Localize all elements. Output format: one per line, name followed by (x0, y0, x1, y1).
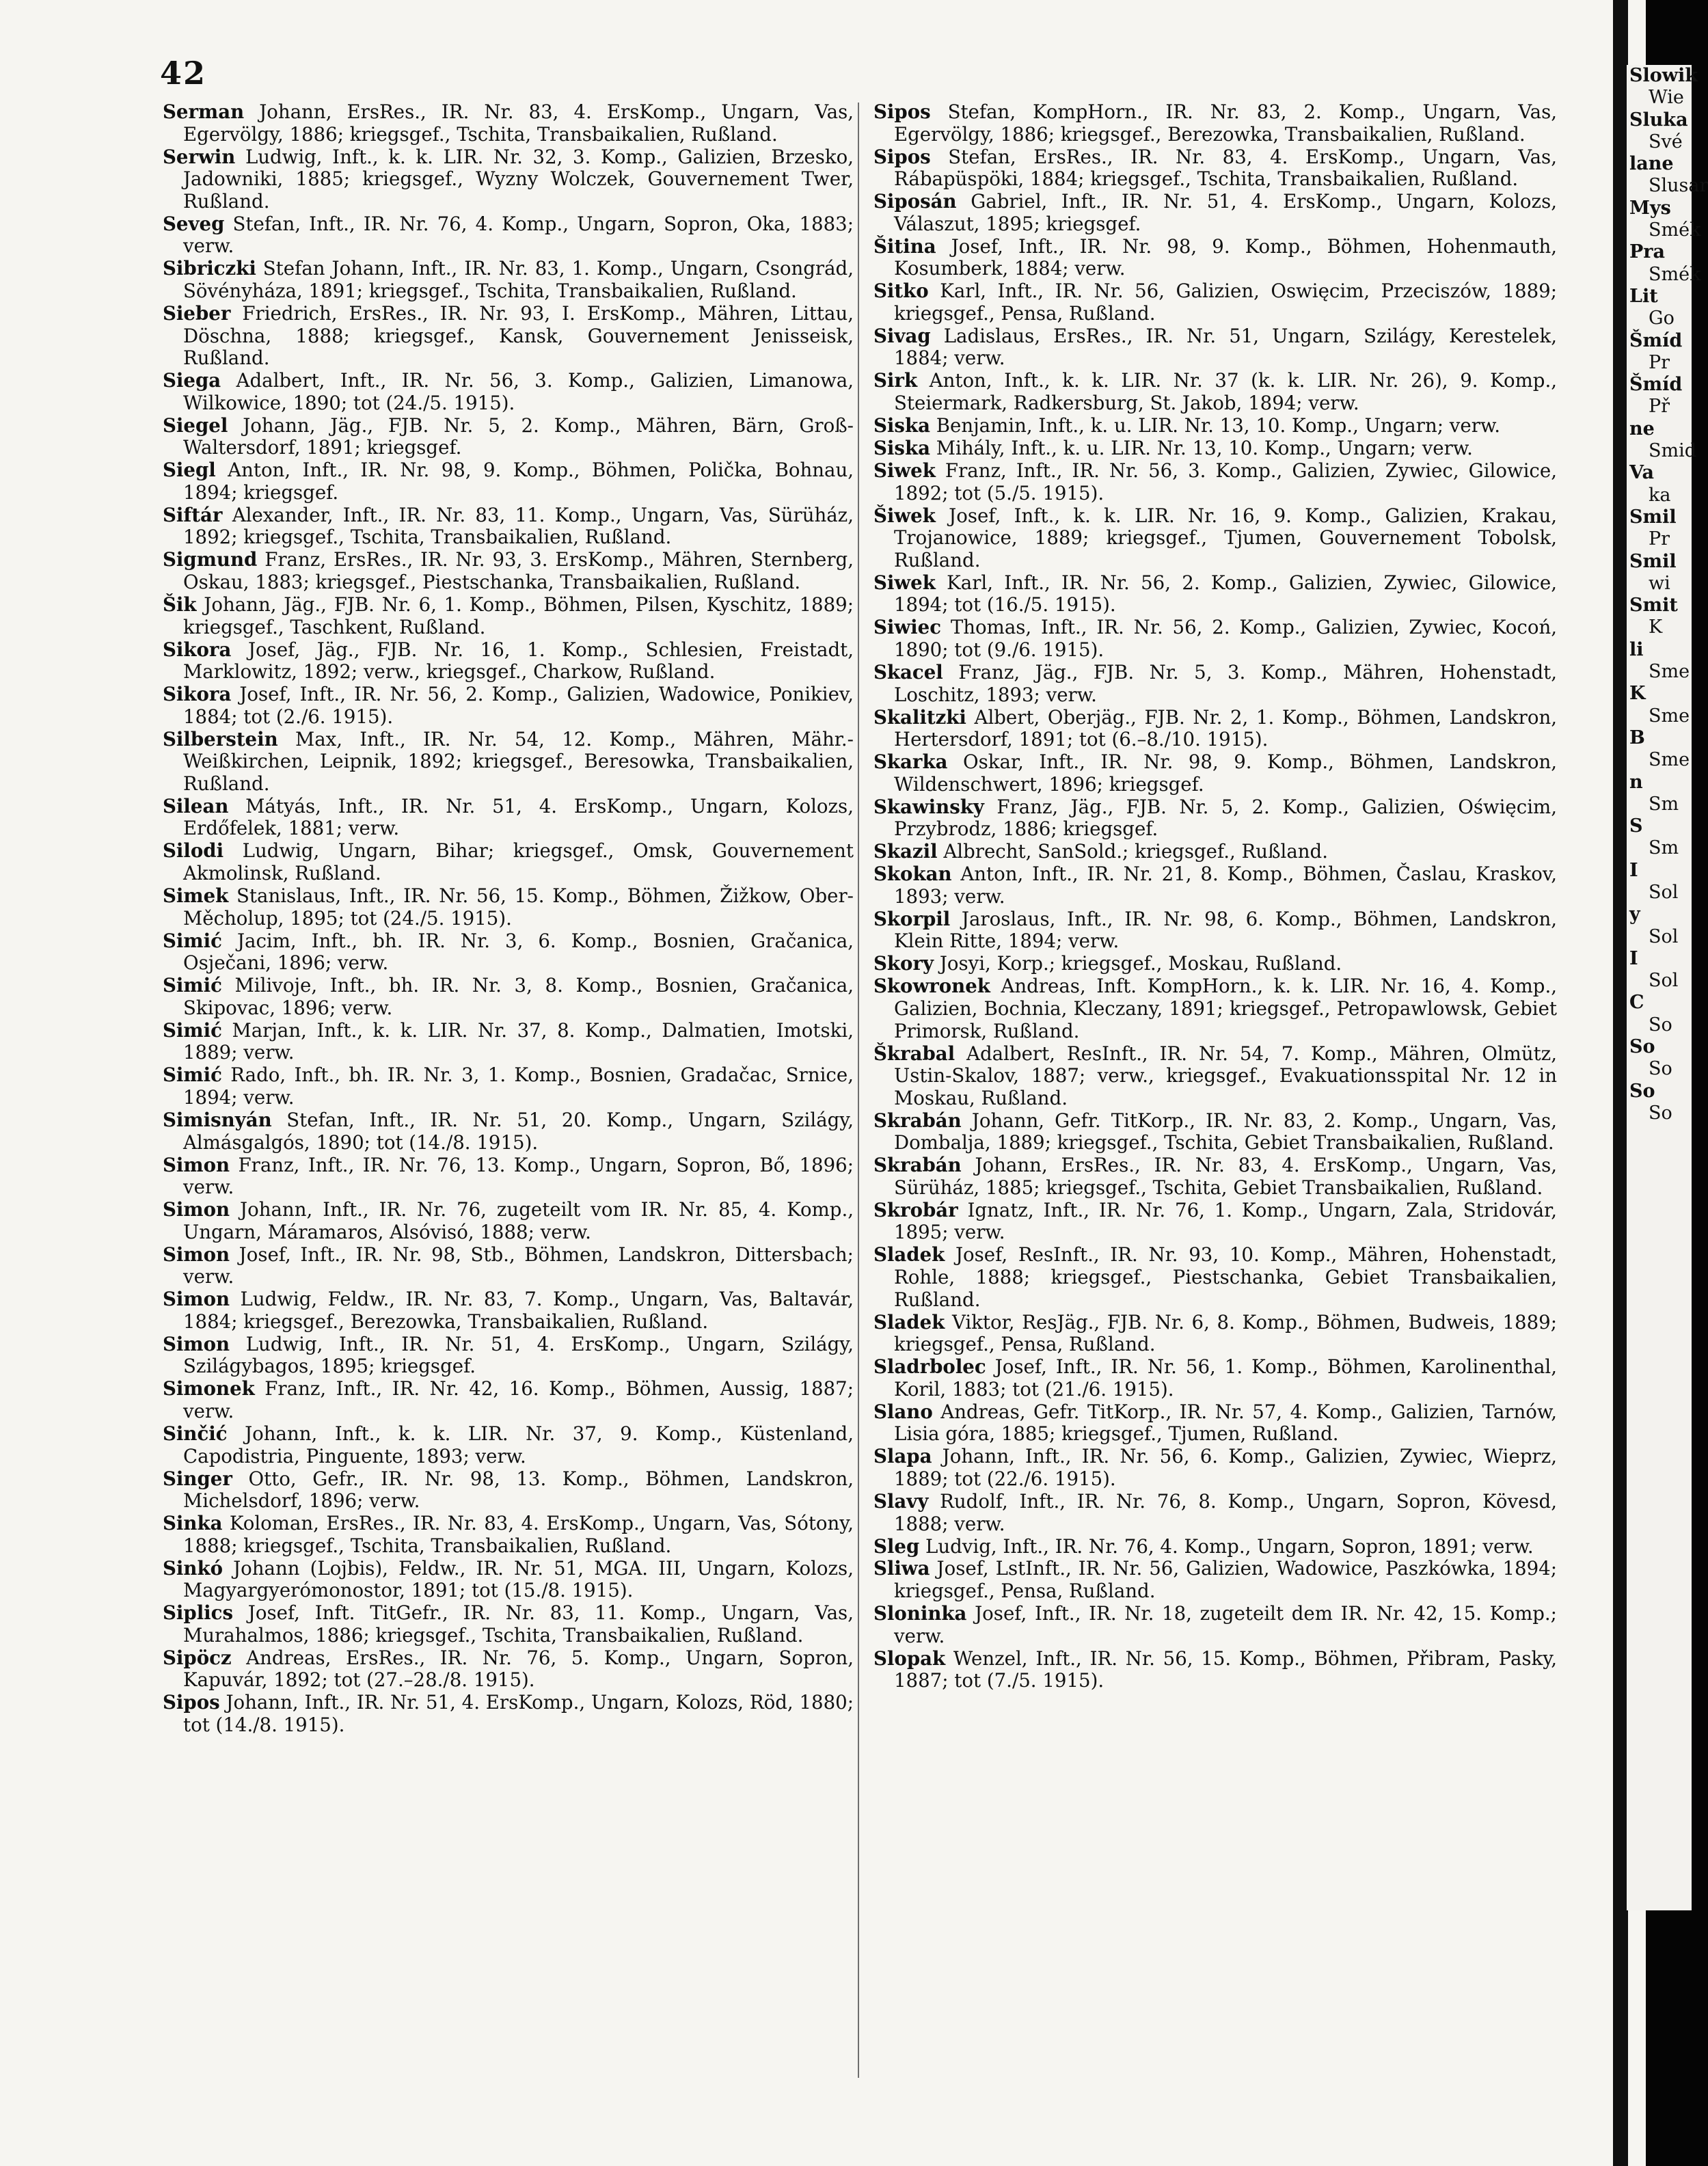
entry-surname: Siska (873, 414, 930, 437)
list-item (163, 549, 854, 593)
list-item (163, 1199, 854, 1243)
list-item (163, 1558, 854, 1602)
entry-details: Rado, Inft., bh. IR. Nr. 3, 1. Komp., Bosnien, Gradačac, Srnice, 1894; verw. (183, 1064, 854, 1109)
entry-details: Gabriel, Inft., IR. Nr. 51, 4. ErsKomp., Ungarn, Kolozs, Válaszut, 1895; kriegsgef. (894, 190, 1557, 235)
edge-fragment: Mys (1629, 197, 1671, 219)
entry-surname: Sladek (873, 1310, 945, 1334)
edge-fragment: Smék (1649, 219, 1701, 241)
entry-surname: Skarka (873, 750, 948, 774)
edge-fragment: Sluka (1629, 109, 1688, 131)
entry-surname: Sirk (873, 369, 918, 392)
list-item (163, 1692, 854, 1736)
list-item (873, 1536, 1557, 1558)
list-item (163, 1154, 854, 1199)
edge-fragment: wi (1649, 572, 1670, 594)
entry-surname: Simek (163, 884, 229, 908)
entry-surname: Simon (163, 1332, 230, 1355)
entry-surname: Simisnyán (163, 1108, 272, 1131)
list-item (163, 258, 854, 302)
entry-details: Otto, Gefr., IR. Nr. 98, 13. Komp., Böhmen, Landskron, Michelsdorf, 1896; verw. (183, 1467, 854, 1513)
entry-details: Josef, Inft., IR. Nr. 56, 1. Komp., Böhmen, Karolinenthal, Koril, 1883; tot (21./6. 1915). (894, 1355, 1557, 1400)
list-item (873, 617, 1557, 661)
entry-surname: Singer (163, 1467, 232, 1490)
entry-surname: Sinkó (163, 1556, 223, 1580)
entry-details: Stefan Johann, Inft., IR. Nr. 83, 1. Komp., Ungarn, Csongrád, Sövényháza, 1891; kriegsgef., Tschita, Transbaikalien, Rußland. (183, 257, 854, 302)
entry-details: Alexander, Inft., IR. Nr. 83, 11. Komp., Ungarn, Vas, Sürüház, 1892; kriegsgef., Tschita, Transbaikalien, Rußland. (183, 503, 854, 549)
left-column (163, 101, 854, 1737)
list-item (163, 975, 854, 1019)
entry-details: Rudolf, Inft., IR. Nr. 76, 8. Komp., Ungarn, Sopron, Kövesd, 1888; verw. (894, 1489, 1557, 1535)
entry-details: Karl, Inft., IR. Nr. 56, 2. Komp., Galizien, Zywiec, Gilowice, 1894; tot (16./5. 1915). (894, 571, 1557, 617)
entry-details: Johann, Inft., IR. Nr. 76, zugeteilt vom IR. Nr. 85, 4. Komp., Ungarn, Máramaros, Alsóvisó, 1888; verw. (183, 1198, 854, 1243)
list-item (873, 1110, 1557, 1154)
entry-surname: Serwin (163, 145, 236, 168)
entry-details: Josef, Inft. TitGefr., IR. Nr. 83, 11. Komp., Ungarn, Vas, Murahalmos, 1886; kriegsgef., Tschita, Transbaikalien, Rußland. (183, 1601, 854, 1647)
list-item (873, 1558, 1557, 1602)
list-item (163, 1064, 854, 1109)
list-item (163, 885, 854, 930)
entry-details: Jacim, Inft., bh. IR. Nr. 3, 6. Komp., Bosnien, Gračanica, Osječani, 1896; verw. (183, 929, 854, 975)
entry-details: Johann, Inft., k. k. LIR. Nr. 37, 9. Komp., Küstenland, Capodistria, Pinguente, 1893; verw. (183, 1422, 854, 1467)
edge-fragment: So (1649, 1102, 1672, 1124)
entry-surname: Skawinsky (873, 795, 984, 818)
entry-surname: Silean (163, 794, 229, 817)
entry-details: Stefan, Inft., IR. Nr. 51, 20. Komp., Ungarn, Szilágy, Almásgalgós, 1890; tot (14./8. 1915). (183, 1108, 854, 1154)
entry-surname: Sipöcz (163, 1646, 232, 1669)
entry-surname: Slavy (873, 1489, 929, 1513)
entry-details: Anton, Inft., IR. Nr. 21, 8. Komp., Böhmen, Časlau, Kraskov, 1893; verw. (894, 863, 1557, 908)
entry-details: Johann, Jäg., FJB. Nr. 5, 2. Komp., Mähren, Bärn, Groß-Waltersdorf, 1891; kriegsgef. (183, 414, 854, 459)
entry-details: Franz, Inft., IR. Nr. 42, 16. Komp., Böhmen, Aussig, 1887; verw. (183, 1377, 854, 1422)
entry-surname: Šik (163, 593, 197, 616)
edge-fragment: So (1649, 1014, 1672, 1035)
edge-fragment: I (1629, 859, 1638, 881)
entry-details: Karl, Inft., IR. Nr. 56, Galizien, Oswięcim, Przeciszów, 1889; kriegsgef., Pensa, Rußland. (894, 280, 1557, 325)
entry-surname: Slopak (873, 1647, 946, 1670)
entry-surname: Siwek (873, 571, 936, 594)
entry-surname: Skazil (873, 840, 938, 863)
list-item (163, 639, 854, 683)
edge-fragment: Šmíd (1629, 374, 1683, 396)
entry-surname: Skowronek (873, 975, 990, 998)
entry-details: Friedrich, ErsRes., IR. Nr. 93, I. ErsKomp., Mähren, Littau, Döschna, 1888; kriegsgef., Kansk, Gouvernement Jenisseisk, Rußland. (183, 301, 854, 370)
list-item (163, 1602, 854, 1647)
entry-details: Stefan, Inft., IR. Nr. 76, 4. Komp., Ungarn, Sopron, Oka, 1883; verw. (183, 212, 854, 258)
entry-details: Stefan, KompHorn., IR. Nr. 83, 2. Komp., Ungarn, Vas, Egervölgy, 1886; kriegsgef., Berezowka, Transbaikalien, Rußland. (894, 100, 1557, 146)
entry-surname: Simić (163, 1018, 222, 1042)
list-item (873, 460, 1557, 504)
edge-fragment: So (1629, 1080, 1655, 1102)
entry-details: Josef, Inft., IR. Nr. 98, 9. Komp., Böhmen, Hohenmauth, Kosumberk, 1884; verw. (894, 234, 1557, 280)
entry-surname: Sinčić (163, 1422, 228, 1445)
entry-surname: Siwek (873, 459, 936, 483)
list-item (873, 1043, 1557, 1110)
entry-surname: Sleg (873, 1534, 920, 1558)
entry-details: Stanislaus, Inft., IR. Nr. 56, 15. Komp., Böhmen, Žižkow, Ober-Měcholup, 1895; tot (24./5. 1915). (183, 884, 854, 930)
edge-fragment: B (1629, 727, 1645, 748)
edge-fragment: Slusar (1649, 175, 1708, 197)
list-item (163, 146, 854, 213)
entry-details: Johann, Jäg., FJB. Nr. 6, 1. Komp., Böhmen, Pilsen, Kyschitz, 1889; kriegsgef., Taschkent, Rußland. (183, 593, 854, 638)
entry-surname: Sladrbolec (873, 1355, 986, 1379)
list-item (163, 415, 854, 459)
list-item (873, 572, 1557, 617)
entry-details: Anton, Inft., IR. Nr. 98, 9. Komp., Böhmen, Polička, Bohnau, 1894; kriegsgef. (183, 459, 854, 504)
entry-surname: Sipos (163, 1691, 220, 1714)
list-item (873, 505, 1557, 572)
list-item (873, 101, 1557, 146)
list-item (873, 191, 1557, 235)
list-item (873, 908, 1557, 953)
entry-surname: Sikora (163, 638, 232, 661)
entry-details: Johann, ErsRes., IR. Nr. 83, 4. ErsKomp., Ungarn, Vas, Sürüház, 1885; kriegsgef., Tschita, Gebiet Transbaikalien, Rußland. (894, 1154, 1558, 1199)
entry-surname: Skory (873, 952, 934, 975)
edge-fragment: Sol (1649, 925, 1679, 947)
edge-fragment: So (1629, 1036, 1655, 1058)
list-item (163, 594, 854, 638)
entry-details: Viktor, ResJäg., FJB. Nr. 6, 8. Komp., Böhmen, Budweis, 1889; kriegsgef., Pensa, Rußland. (894, 1310, 1557, 1356)
entry-surname: Siegl (163, 459, 216, 482)
entry-surname: Simić (163, 974, 222, 997)
list-item (163, 1468, 854, 1513)
entry-details: Ludwig, Ungarn, Bihar; kriegsgef., Omsk, Gouvernement Akmolinsk, Rußland. (183, 839, 854, 885)
edge-fragment: Sm (1649, 793, 1679, 815)
entry-details: Josef, Inft., IR. Nr. 56, 2. Komp., Galizien, Wadowice, Ponikiev, 1884; tot (2./6. 1915). (183, 683, 854, 728)
list-item (873, 370, 1557, 414)
edge-fragment: ne (1629, 418, 1655, 439)
entry-details: Marjan, Inft., k. k. LIR. Nr. 37, 8. Komp., Dalmatien, Imotski, 1889; verw. (183, 1018, 854, 1064)
entry-surname: Simon (163, 1288, 230, 1311)
entry-details: Mátyás, Inft., IR. Nr. 51, 4. ErsKomp., Ungarn, Kolozs, Erdőfelek, 1881; verw. (183, 794, 854, 840)
entry-surname: Simonek (163, 1377, 255, 1400)
entry-details: Franz, Jäg., FJB. Nr. 5, 3. Komp., Mähren, Hohenstadt, Loschitz, 1893; verw. (894, 660, 1557, 706)
list-item (873, 1356, 1557, 1400)
entry-surname: Seveg (163, 212, 225, 235)
entry-surname: Sipos (873, 145, 931, 168)
entry-details: Johann, Gefr. TitKorp., IR. Nr. 83, 2. Komp., Ungarn, Vas, Dombalja, 1889; kriegsgef., Tschita, Gebiet Transbaikalien, Rußland. (894, 1109, 1557, 1154)
edge-fragment: Pr (1649, 351, 1670, 373)
entry-details: Johann (Lojbis), Feldw., IR. Nr. 51, MGA. III, Ungarn, Kolozs, Magyargyerómonostor, 1891; tot (15./8. 1915). (183, 1556, 854, 1602)
edge-fragment: Smék (1649, 263, 1701, 285)
list-item (873, 437, 1557, 460)
entry-details: Josef, Inft., k. k. LIR. Nr. 16, 9. Komp., Galizien, Krakau, Trojanowice, 1889; kriegsgef., Tjumen, Gouvernement Tobolsk, Rußland. (894, 504, 1557, 571)
entry-details: Ludwig, Inft., IR. Nr. 51, 4. ErsKomp., Ungarn, Szilágy, Szilágybagos, 1895; kriegsgef. (183, 1332, 854, 1378)
entry-surname: Sipos (873, 100, 931, 123)
edge-fragment: Slowik (1629, 65, 1698, 86)
edge-fragment: Sol (1649, 881, 1679, 903)
entry-details: Andreas, ErsRes., IR. Nr. 76, 5. Komp., Ungarn, Sopron, Kapuvár, 1892; tot (27.–28./8. 1915). (183, 1646, 854, 1692)
edge-fragment: Sme (1649, 705, 1690, 727)
entry-surname: Sivag (873, 324, 931, 347)
list-item (873, 280, 1557, 325)
list-item (873, 1312, 1557, 1356)
entry-details: Stefan, ErsRes., IR. Nr. 83, 4. ErsKomp., Ungarn, Vas, Rábapüspöki, 1884; kriegsgef., Tschita, Transbaikalien, Rußland. (894, 145, 1557, 191)
edge-fragment: Smit (1629, 595, 1678, 617)
edge-fragment: y (1629, 904, 1640, 925)
edge-fragment: Sme (1649, 749, 1690, 771)
list-item (873, 1603, 1557, 1647)
entry-details: Albert, Oberjäg., FJB. Nr. 2, 1. Komp., Böhmen, Landskron, Hertersdorf, 1891; tot (6.–8./10. 1915). (894, 705, 1557, 751)
edge-fragment: Va (1629, 462, 1654, 484)
list-item (873, 1401, 1557, 1446)
list-item (163, 1288, 854, 1333)
list-item (873, 146, 1557, 191)
page-fold-shadow (1613, 0, 1628, 2166)
entry-surname: Šitina (873, 234, 936, 258)
edge-fragment: Pr (1649, 528, 1670, 550)
next-page-edge (1627, 65, 1708, 1910)
entry-surname: Sladek (873, 1243, 945, 1267)
list-item (873, 1154, 1557, 1199)
list-item (163, 504, 854, 549)
entry-details: Ladislaus, ErsRes., IR. Nr. 51, Ungarn, Szilágy, Kerestelek, 1884; verw. (894, 324, 1557, 370)
edge-fragment: Své (1649, 131, 1683, 152)
entry-details: Anton, Inft., k. k. LIR. Nr. 37 (k. k. LIR. Nr. 26), 9. Komp., Steiermark, Radkersburg, St. Jakob, 1894; verw. (894, 369, 1557, 415)
entry-surname: Slano (873, 1400, 933, 1423)
entry-details: Josef, LstInft., IR. Nr. 56, Galizien, Wadowice, Paszkówka, 1894; kriegsgef., Pensa, Rußland. (894, 1557, 1557, 1603)
list-item (873, 796, 1557, 841)
edge-fragment: Sm (1649, 837, 1679, 859)
edge-fragment: Pra (1629, 241, 1666, 263)
list-item (873, 1446, 1557, 1490)
entry-surname: Simić (163, 1064, 222, 1087)
edge-fragment: lane (1629, 153, 1674, 175)
entry-details: Wenzel, Inft., IR. Nr. 56, 15. Komp., Böhmen, Přibram, Pasky, 1887; tot (7./5. 1915). (894, 1647, 1557, 1692)
entry-surname: Silberstein (163, 727, 278, 750)
entry-details: Milivoje, Inft., bh. IR. Nr. 3, 8. Komp., Bosnien, Gračanica, Skipovac, 1896; verw. (183, 974, 854, 1019)
entry-surname: Siftár (163, 503, 223, 526)
edge-fragment: n (1629, 771, 1643, 793)
entry-surname: Simon (163, 1198, 230, 1221)
list-item (163, 729, 854, 796)
entry-details: Oskar, Inft., IR. Nr. 98, 9. Komp., Böhmen, Landskron, Wildenschwert, 1896; kriegsgef. (894, 750, 1557, 796)
list-item (873, 1648, 1557, 1692)
entry-details: Josyi, Korp.; kriegsgef., Moskau, Rußland. (939, 952, 1342, 975)
list-item (163, 370, 854, 414)
entry-details: Ludwig, Feldw., IR. Nr. 83, 7. Komp., Ungarn, Vas, Baltavár, 1884; kriegsgef., Berezowka, Transbaikalien, Rußland. (183, 1288, 854, 1333)
list-item (163, 1513, 854, 1557)
list-item (163, 796, 854, 840)
list-item (873, 1200, 1557, 1244)
entry-surname: Skrabán (873, 1109, 962, 1132)
edge-fragment: K (1649, 617, 1663, 638)
list-item (873, 1491, 1557, 1535)
entry-surname: Skokan (873, 863, 952, 886)
list-item (163, 1423, 854, 1467)
edge-fragment: So (1649, 1058, 1672, 1080)
entry-surname: Siwiec (873, 616, 942, 639)
list-item (873, 707, 1557, 751)
page-number: 42 (160, 55, 207, 92)
edge-fragment: ka (1649, 484, 1671, 506)
entry-surname: Siposán (873, 190, 957, 213)
entry-details: Jaroslaus, Inft., IR. Nr. 98, 6. Komp., Böhmen, Landskron, Klein Ritte, 1894; verw. (894, 907, 1557, 953)
list-item (163, 213, 854, 258)
entry-details: Adalbert, ResInft., IR. Nr. 54, 7. Komp., Mähren, Olmütz, Ustin-Skalov, 1887; verw., kriegsgef., Evakuationsspital Nr. 12 in Moskau, Rußland. (894, 1042, 1557, 1109)
right-column (873, 101, 1557, 1692)
entry-surname: Sliwa (873, 1557, 930, 1580)
entry-surname: Simić (163, 929, 222, 952)
entry-surname: Serman (163, 100, 245, 123)
entry-surname: Skrobár (873, 1198, 958, 1221)
entry-details: Franz, Inft., IR. Nr. 56, 3. Komp., Galizien, Zywiec, Gilowice, 1892; tot (5./5. 1915). (894, 459, 1557, 504)
list-item (163, 1378, 854, 1422)
entry-surname: Sinka (163, 1512, 223, 1535)
list-item (873, 975, 1557, 1042)
edge-fragment: Smil (1629, 550, 1677, 572)
entry-surname: Sloninka (873, 1602, 967, 1625)
list-item (873, 415, 1557, 437)
entry-details: Josef, Inft., IR. Nr. 98, Stb., Böhmen, Landskron, Dittersbach; verw. (183, 1243, 854, 1288)
entry-details: Josef, Inft., IR. Nr. 18, zugeteilt dem IR. Nr. 42, 15. Komp.; verw. (894, 1602, 1557, 1647)
list-item (873, 751, 1557, 796)
entry-details: Andreas, Inft. KompHorn., k. k. LIR. Nr. 16, 4. Komp., Galizien, Bochnia, Kleczany, 1891; kriegsgef., Petropawlowsk, Gebiet Primorsk, Rußland. (894, 975, 1557, 1042)
list-item (873, 1244, 1557, 1311)
edge-fragment: Sol (1649, 970, 1679, 992)
edge-fragment: K (1629, 683, 1646, 705)
entry-surname: Sikora (163, 683, 232, 706)
entry-details: Ignatz, Inft., IR. Nr. 76, 1. Komp., Ungarn, Zala, Stridovár, 1895; verw. (894, 1198, 1557, 1244)
edge-fragment: Wie (1649, 87, 1684, 109)
entry-surname: Silodi (163, 839, 224, 863)
entry-details: Max, Inft., IR. Nr. 54, 12. Komp., Mähren, Mähr.-Weißkirchen, Leipnik, 1892; kriegsgef., Beresowka, Transbaikalien, Rußland. (183, 727, 854, 795)
list-item (163, 840, 854, 884)
list-item (873, 863, 1557, 908)
entry-details: Johann, Inft., IR. Nr. 56, 6. Komp., Galizien, Zywiec, Wieprz, 1889; tot (22./6. 1915). (894, 1445, 1557, 1490)
list-item (873, 325, 1557, 370)
list-item (873, 662, 1557, 706)
entry-details: Mihály, Inft., k. u. LIR. Nr. 13, 10. Komp., Ungarn; verw. (936, 437, 1473, 460)
entry-surname: Siplics (163, 1601, 234, 1625)
entry-details: Josef, Jäg., FJB. Nr. 16, 1. Komp., Schlesien, Freistadt, Marklowitz, 1892; verw., kriegsgef., Charkow, Rußland. (183, 638, 854, 683)
list-item (163, 459, 854, 504)
entry-surname: Sibriczki (163, 257, 256, 280)
entry-surname: Simon (163, 1153, 230, 1176)
entry-details: Ludvig, Inft., IR. Nr. 76, 4. Komp., Ungarn, Sopron, 1891; verw. (925, 1534, 1534, 1558)
list-item (163, 1244, 854, 1288)
entry-details: Josef, ResInft., IR. Nr. 93, 10. Komp., Mähren, Hohenstadt, Rohle, 1888; kriegsgef., Piestschanka, Gebiet Transbaikalien, Rußland. (894, 1243, 1557, 1311)
entry-details: Franz, ErsRes., IR. Nr. 93, 3. ErsKomp., Mähren, Sternberg, Oskau, 1883; kriegsgef., Piestschanka, Transbaikalien, Rußland. (183, 548, 854, 593)
entry-details: Franz, Jäg., FJB. Nr. 5, 2. Komp., Galizien, Oświęcim, Przybrodz, 1886; kriegsgef. (894, 795, 1557, 841)
entry-surname: Siega (163, 369, 221, 392)
entry-surname: Skalitzki (873, 705, 966, 729)
edge-fragment: Go (1649, 308, 1675, 329)
edge-fragment: Smil (1629, 506, 1677, 528)
list-item (163, 930, 854, 975)
entry-surname: Siska (873, 437, 930, 460)
entry-surname: Skacel (873, 660, 943, 683)
entry-details: Johann, ErsRes., IR. Nr. 83, 4. ErsKomp., Ungarn, Vas, Egervölgy, 1886; kriegsgef., Tschita, Transbaikalien, Rußland. (183, 100, 854, 146)
list-item (873, 841, 1557, 863)
edge-fragment: I (1629, 947, 1638, 969)
entry-details: Benjamin, Inft., k. u. LIR. Nr. 13, 10. Komp., Ungarn; verw. (936, 414, 1501, 437)
edge-fragment: Smid (1649, 440, 1697, 462)
list-item (163, 1109, 854, 1154)
entry-surname: Sieber (163, 301, 231, 325)
entry-details: Adalbert, Inft., IR. Nr. 56, 3. Komp., Galizien, Limanowa, Wilkowice, 1890; tot (24./5. 1915). (183, 369, 854, 414)
entry-details: Albrecht, SanSold.; kriegsgef., Rußland. (943, 840, 1328, 863)
list-item (873, 236, 1557, 280)
entry-surname: Simon (163, 1243, 230, 1266)
entry-details: Franz, Inft., IR. Nr. 76, 13. Komp., Ungarn, Sopron, Bő, 1896; verw. (183, 1153, 854, 1199)
edge-fragment: S (1629, 815, 1643, 837)
entry-surname: Sigmund (163, 548, 258, 571)
entry-details: Ludwig, Inft., k. k. LIR. Nr. 32, 3. Komp., Galizien, Brzesko, Jadowniki, 1885; kriegsgef., Wyzny Wolczek, Gouvernement Twer, Rußland. (183, 145, 854, 213)
list-item (873, 953, 1557, 975)
entry-details: Andreas, Gefr. TitKorp., IR. Nr. 57, 4. Komp., Galizien, Tarnów, Lisia góra, 1885; kriegsgef., Tjumen, Rußland. (894, 1400, 1557, 1446)
entry-surname: Sitko (873, 280, 929, 303)
edge-fragment: C (1629, 992, 1644, 1014)
entry-surname: Siegel (163, 414, 228, 437)
list-item (163, 1647, 854, 1692)
entry-surname: Slapa (873, 1445, 932, 1468)
entry-details: Thomas, Inft., IR. Nr. 56, 2. Komp., Galizien, Zywiec, Kocoń, 1890; tot (9./6. 1915). (894, 616, 1558, 661)
entry-surname: Škrabal (873, 1042, 955, 1065)
entry-surname: Skrabán (873, 1154, 962, 1177)
list-item (163, 1334, 854, 1378)
entry-details: Koloman, ErsRes., IR. Nr. 83, 4. ErsKomp., Ungarn, Vas, Sótony, 1888; kriegsgef., Tschita, Transbaikalien, Rußland. (183, 1512, 854, 1557)
edge-fragment: Sme (1649, 661, 1690, 683)
entry-surname: Šiwek (873, 504, 936, 527)
column-divider (858, 103, 859, 2078)
list-item (163, 1020, 854, 1064)
edge-fragment: li (1629, 638, 1644, 660)
entry-surname: Skorpil (873, 907, 951, 930)
edge-fragment: Lit (1629, 285, 1658, 307)
list-item (163, 303, 854, 370)
edge-fragment: Př (1649, 396, 1670, 418)
entry-details: Johann, Inft., IR. Nr. 51, 4. ErsKomp., Ungarn, Kolozs, Röd, 1880; tot (14./8. 1915). (183, 1691, 854, 1737)
list-item (163, 683, 854, 728)
list-item (163, 101, 854, 146)
edge-fragment: Šmíd (1629, 329, 1683, 351)
